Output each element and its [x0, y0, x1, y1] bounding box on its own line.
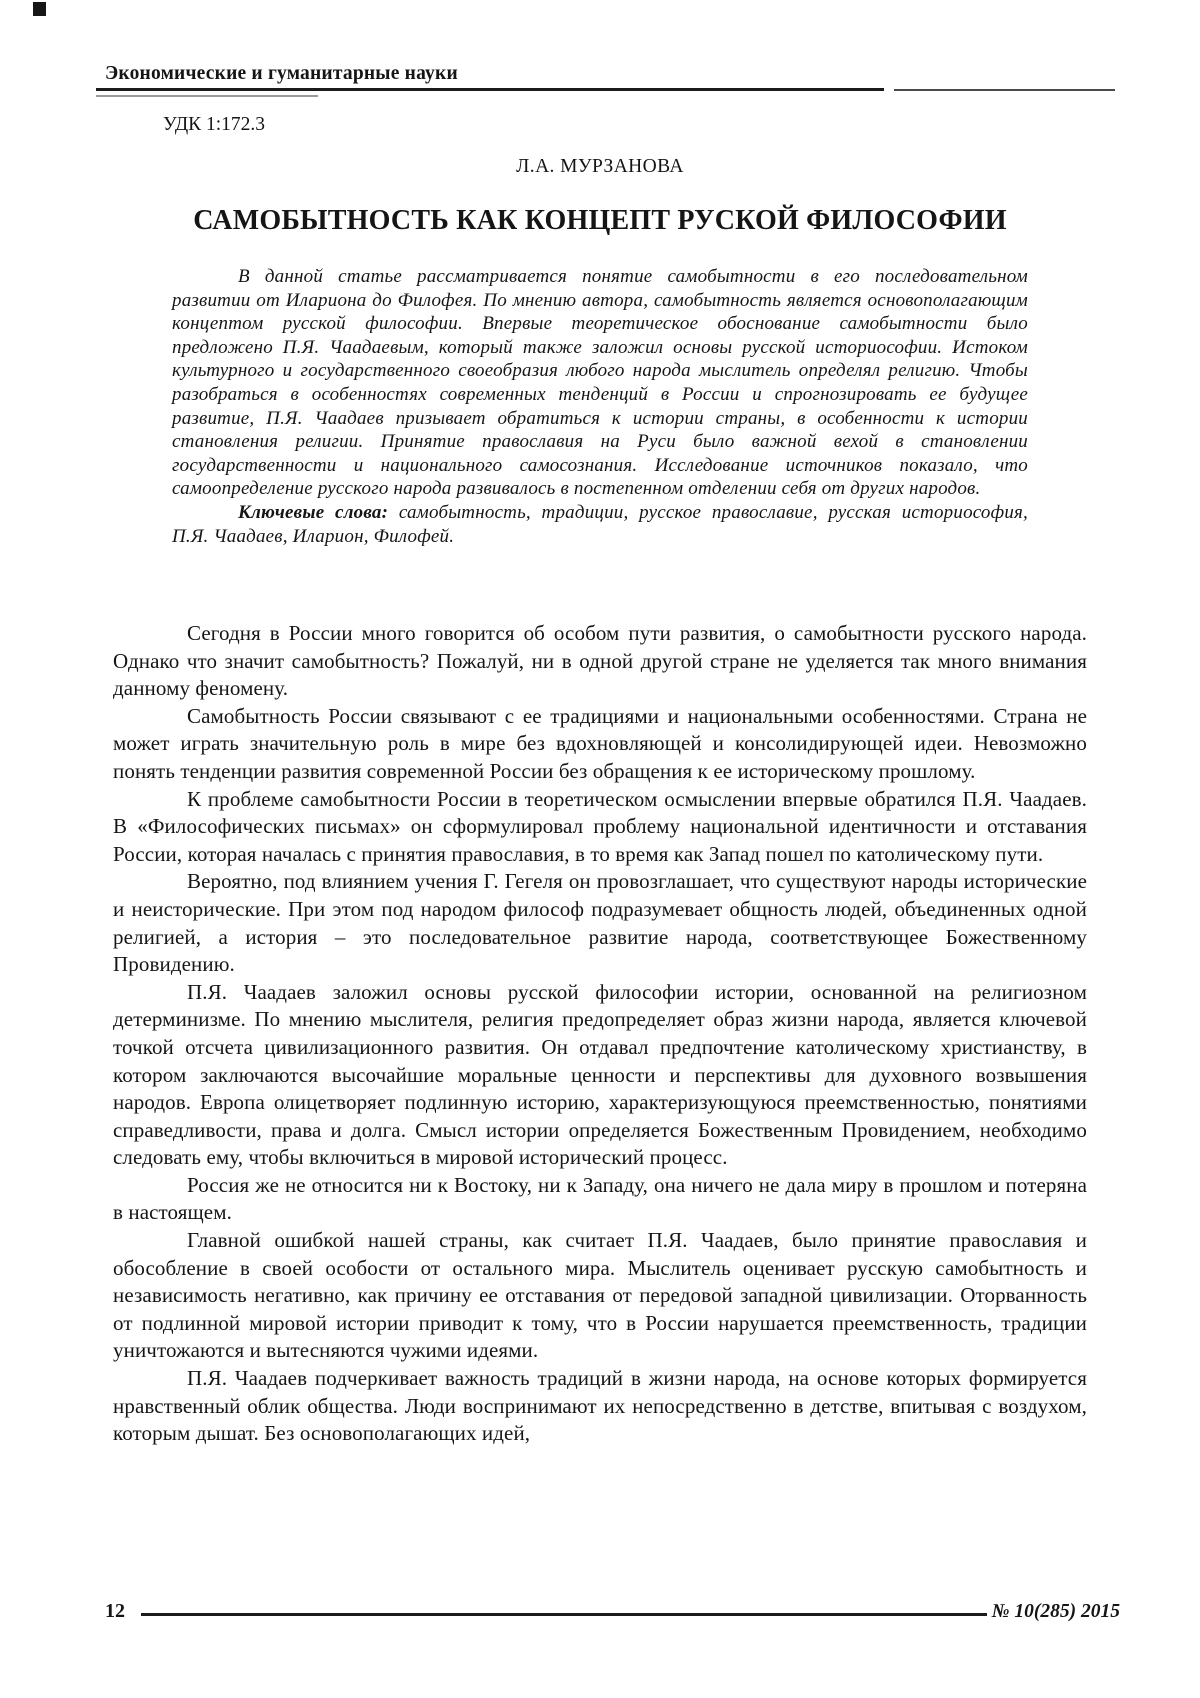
- paragraph: Россия же не относится ни к Востоку, ни к Западу, она ничего не дала миру в прошлом и потеряна в настоящем.: [113, 1172, 1087, 1225]
- journal-section-title: Экономические и гуманитарные науки: [105, 63, 458, 84]
- page-footer: [105, 1600, 1120, 1623]
- body-paragraphs: [113, 620, 1087, 1448]
- paragraph: К проблеме самобытности России в теоретическом осмыслении впервые обратился П.Я. Чаадаев. В «Философических письмах» он сформулировал проблему национальной идентичности и отставания России, которая началась с принятия православия, в то время как Запад пошел по католическому пути.: [113, 786, 1087, 866]
- header-rule-shadow: [96, 95, 318, 97]
- paragraph: Главной ошибкой нашей страны, как считает П.Я. Чаадаев, было принятие православия и обособление в своей особости от остального мира. Мыслитель оценивает русскую самобытность и независимость негативно, как причину ее отставания от передовой западной цивилизации. Оторванность от подлинной мировой истории приводит к тому, что в России нарушается преемственность, традиции уничтожаются и вытесняются чужими идеями.: [113, 1228, 1087, 1363]
- issue-label: № 10(285) 2015: [991, 1600, 1120, 1622]
- keywords-label: Ключевые слова:: [238, 501, 389, 523]
- paragraph: П.Я. Чаадаев подчеркивает важность традиций в жизни народа, на основе которых формируется нравственный облик общества. Люди воспринимают их непосредственно в детстве, впитывая с воздухом, которым дышат. Без основополагающих идей,: [113, 1366, 1087, 1446]
- footer-rule: [141, 1613, 987, 1616]
- abstract-block: [172, 265, 1028, 548]
- author-name: Л.А. МУРЗАНОВА: [516, 156, 684, 177]
- article-title: САМОБЫТНОСТЬ КАК КОНЦЕПТ РУСКОЙ ФИЛОСОФИИ: [193, 205, 1007, 236]
- paragraph: Сегодня в России много говорится об особом пути развития, о самобытности русского народа. Однако что значит самобытность? Пожалуй, ни в одной другой стране не уделяется так много внимания данному феномену.: [113, 621, 1087, 701]
- running-head: [105, 62, 1115, 102]
- udc-code: УДК 1:172.3: [163, 114, 266, 135]
- paragraph: П.Я. Чаадаев заложил основы русской философии истории, основанной на религиозном детерминизме. По мнению мыслителя, религия предопределяет образ жизни народа, является ключевой точкой отсчета цивилизационного развития. Он отдавал предпочтение католическому христианству, в котором заключаются высочайшие моральные ценности и перспективы для духовного возвышения народов. Европа олицетворяет подлинную историю, характеризующуюся преемственностью, понятиями справедливости, права и долга. Смысл истории определяется Божественным Провидением, необходимо следовать ему, чтобы включиться в мировой исторический процесс.: [113, 979, 1087, 1170]
- paragraph: Самобытность России связывают с ее традициями и национальными особенностями. Страна не может играть значительную роль в мире без вдохновляющей и консолидирующей идеи. Невозможно понять тенденции развития современной России без обращения к ее историческому прошлому.: [113, 703, 1087, 783]
- header-rule: [105, 88, 1115, 102]
- keywords-line: [172, 501, 1028, 548]
- paragraph: Вероятно, под влиянием учения Г. Гегеля он провозглашает, что существуют народы исторические и неисторические. При этом под народом философ подразумевает общность людей, объединенных одной религией, а история – это последовательное развитие народа, соответствующее Божественному Провидению.: [113, 869, 1087, 977]
- page-number: 12: [105, 1600, 125, 1622]
- keywords-list: самобытность, традиции, русское православие, русская историософия, П.Я. Чаадаев, Иларион, Филофей.: [172, 501, 1028, 547]
- header-rule-main: [96, 88, 884, 91]
- abstract-text: В данной статье рассматривается понятие самобытности в его последовательном развитии от Илариона до Филофея. По мнению автора, самобытность является основополагающим концептом русской философии. Впервые теоретическое обоснование самобытности было предложено П.Я. Чаадаевым, который также заложил основы русской историософии. Истоком культурного и государственного своеобразия любого народа мыслитель определял религию. Чтобы разобраться в особенностях современных тенденций в России и спрогнозировать ее будущее развитие, П.Я. Чаадаев призывает обратиться к истории страны, в особенности к истории становления религии. Принятие православия на Руси было важной вехой в становлении государственности и национального самосознания. Исследование источников показало, что самоопределение русского народа развивалось в постепенном отделении себя от других народов.: [172, 266, 1028, 500]
- header-rule-right: [894, 89, 1115, 91]
- scan-artifact: [33, 2, 46, 16]
